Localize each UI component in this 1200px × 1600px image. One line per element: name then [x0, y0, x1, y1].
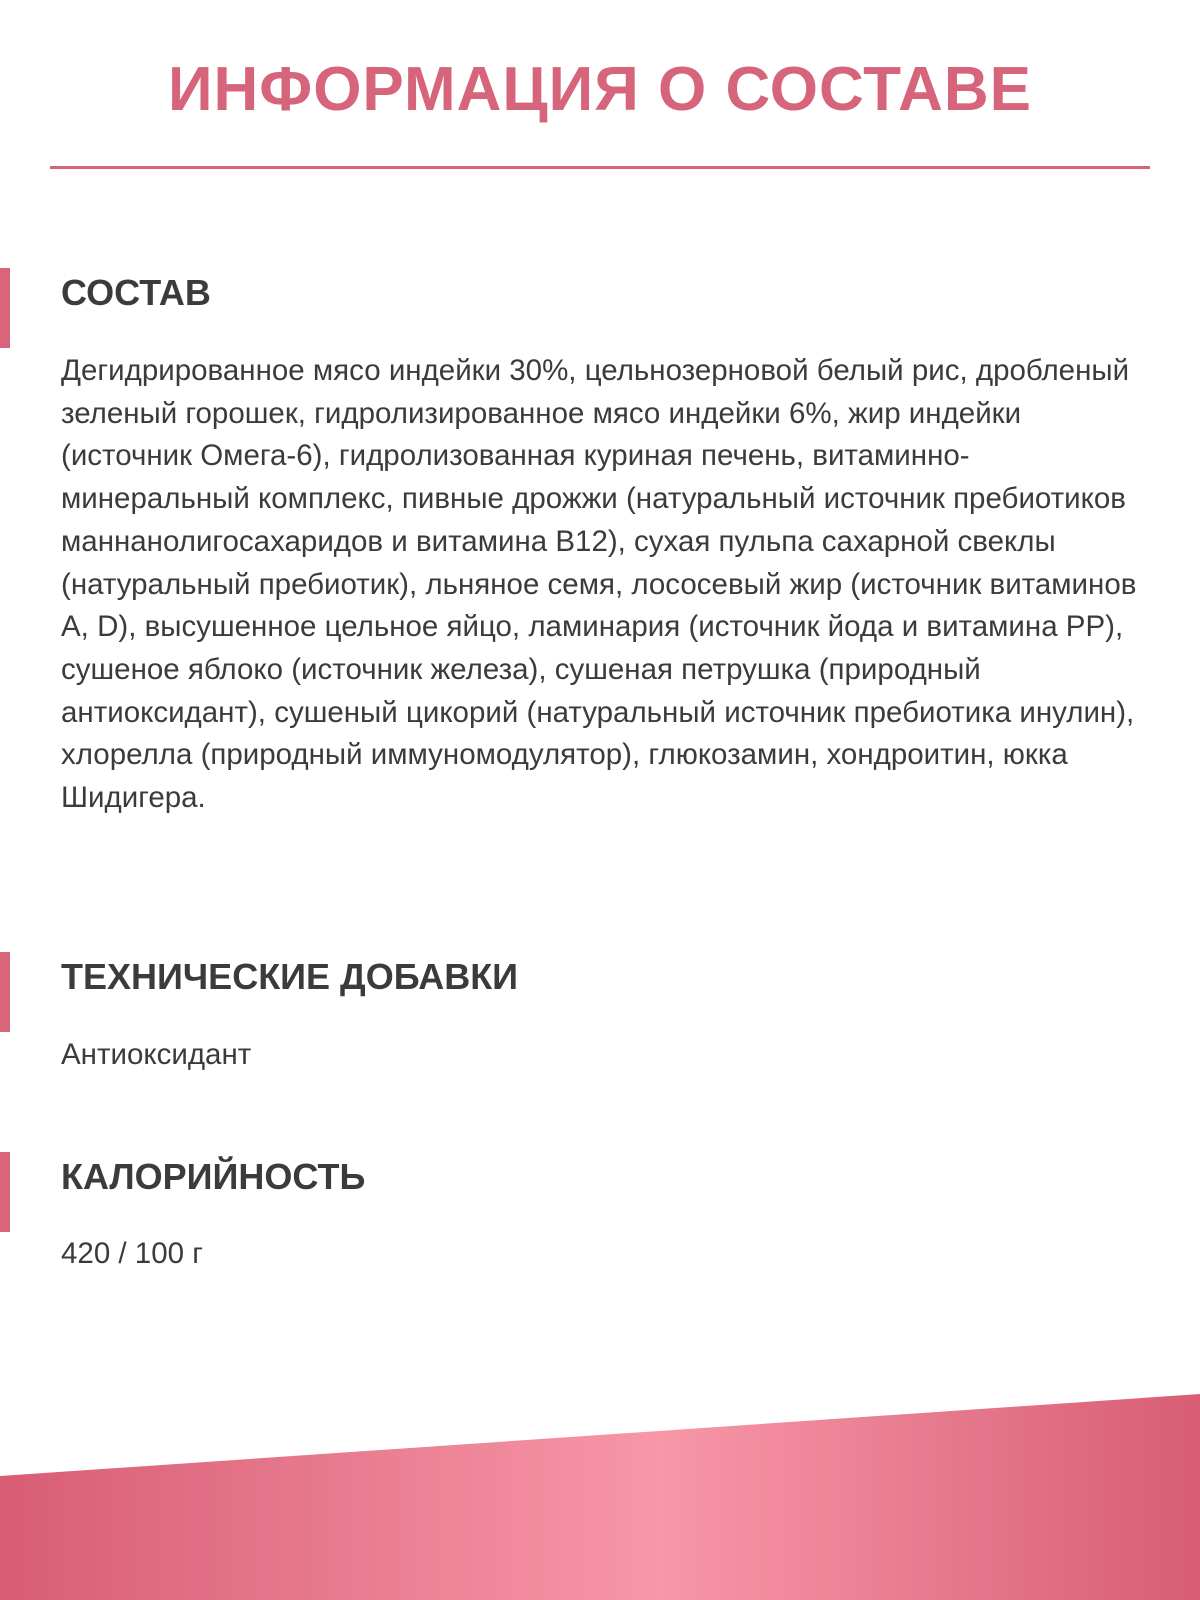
- page-title: ИНФОРМАЦИЯ О СОСТАВЕ: [167, 55, 1033, 124]
- section-marker: [0, 268, 10, 348]
- composition-text: Дегидрированное мясо индейки 30%, цельнозерновой белый рис, дробленый зеленый горошек, гидролизированное мясо индейки 6%, жир индейки (источник Омега-6), гидролизованная куриная печень, витаминно-минеральный комплекс, пивные дрожжи (натуральный источник пребиотиков маннанолигосахаридов и витамина В12), сухая пульпа сахарной свеклы (натуральный пребиотик), льняное семя, лососевый жир (источник витаминов А, D), высушенное цельное яйцо, ламинария (источник йода и витамина РР), сушеное яблоко (источник железа), сушеная петрушка (природный антиоксидант), сушеный цикорий (натуральный источник пребиотика инулин), хлорелла (природный иммуномодулятор), глюкозамин, хондроитин, юкка Шидигера.: [61, 354, 1137, 815]
- title-divider: [50, 166, 1150, 169]
- calories-heading: КАЛОРИЙНОСТЬ: [61, 1156, 366, 1197]
- additives-heading: ТЕХНИЧЕСКИЕ ДОБАВКИ: [61, 956, 519, 997]
- composition-heading: СОСТАВ: [61, 272, 211, 313]
- section-marker: [0, 1152, 10, 1232]
- calories-text: 420 / 100 г: [61, 1237, 203, 1270]
- additives-text: Антиоксидант: [61, 1038, 252, 1071]
- section-marker: [0, 952, 10, 1032]
